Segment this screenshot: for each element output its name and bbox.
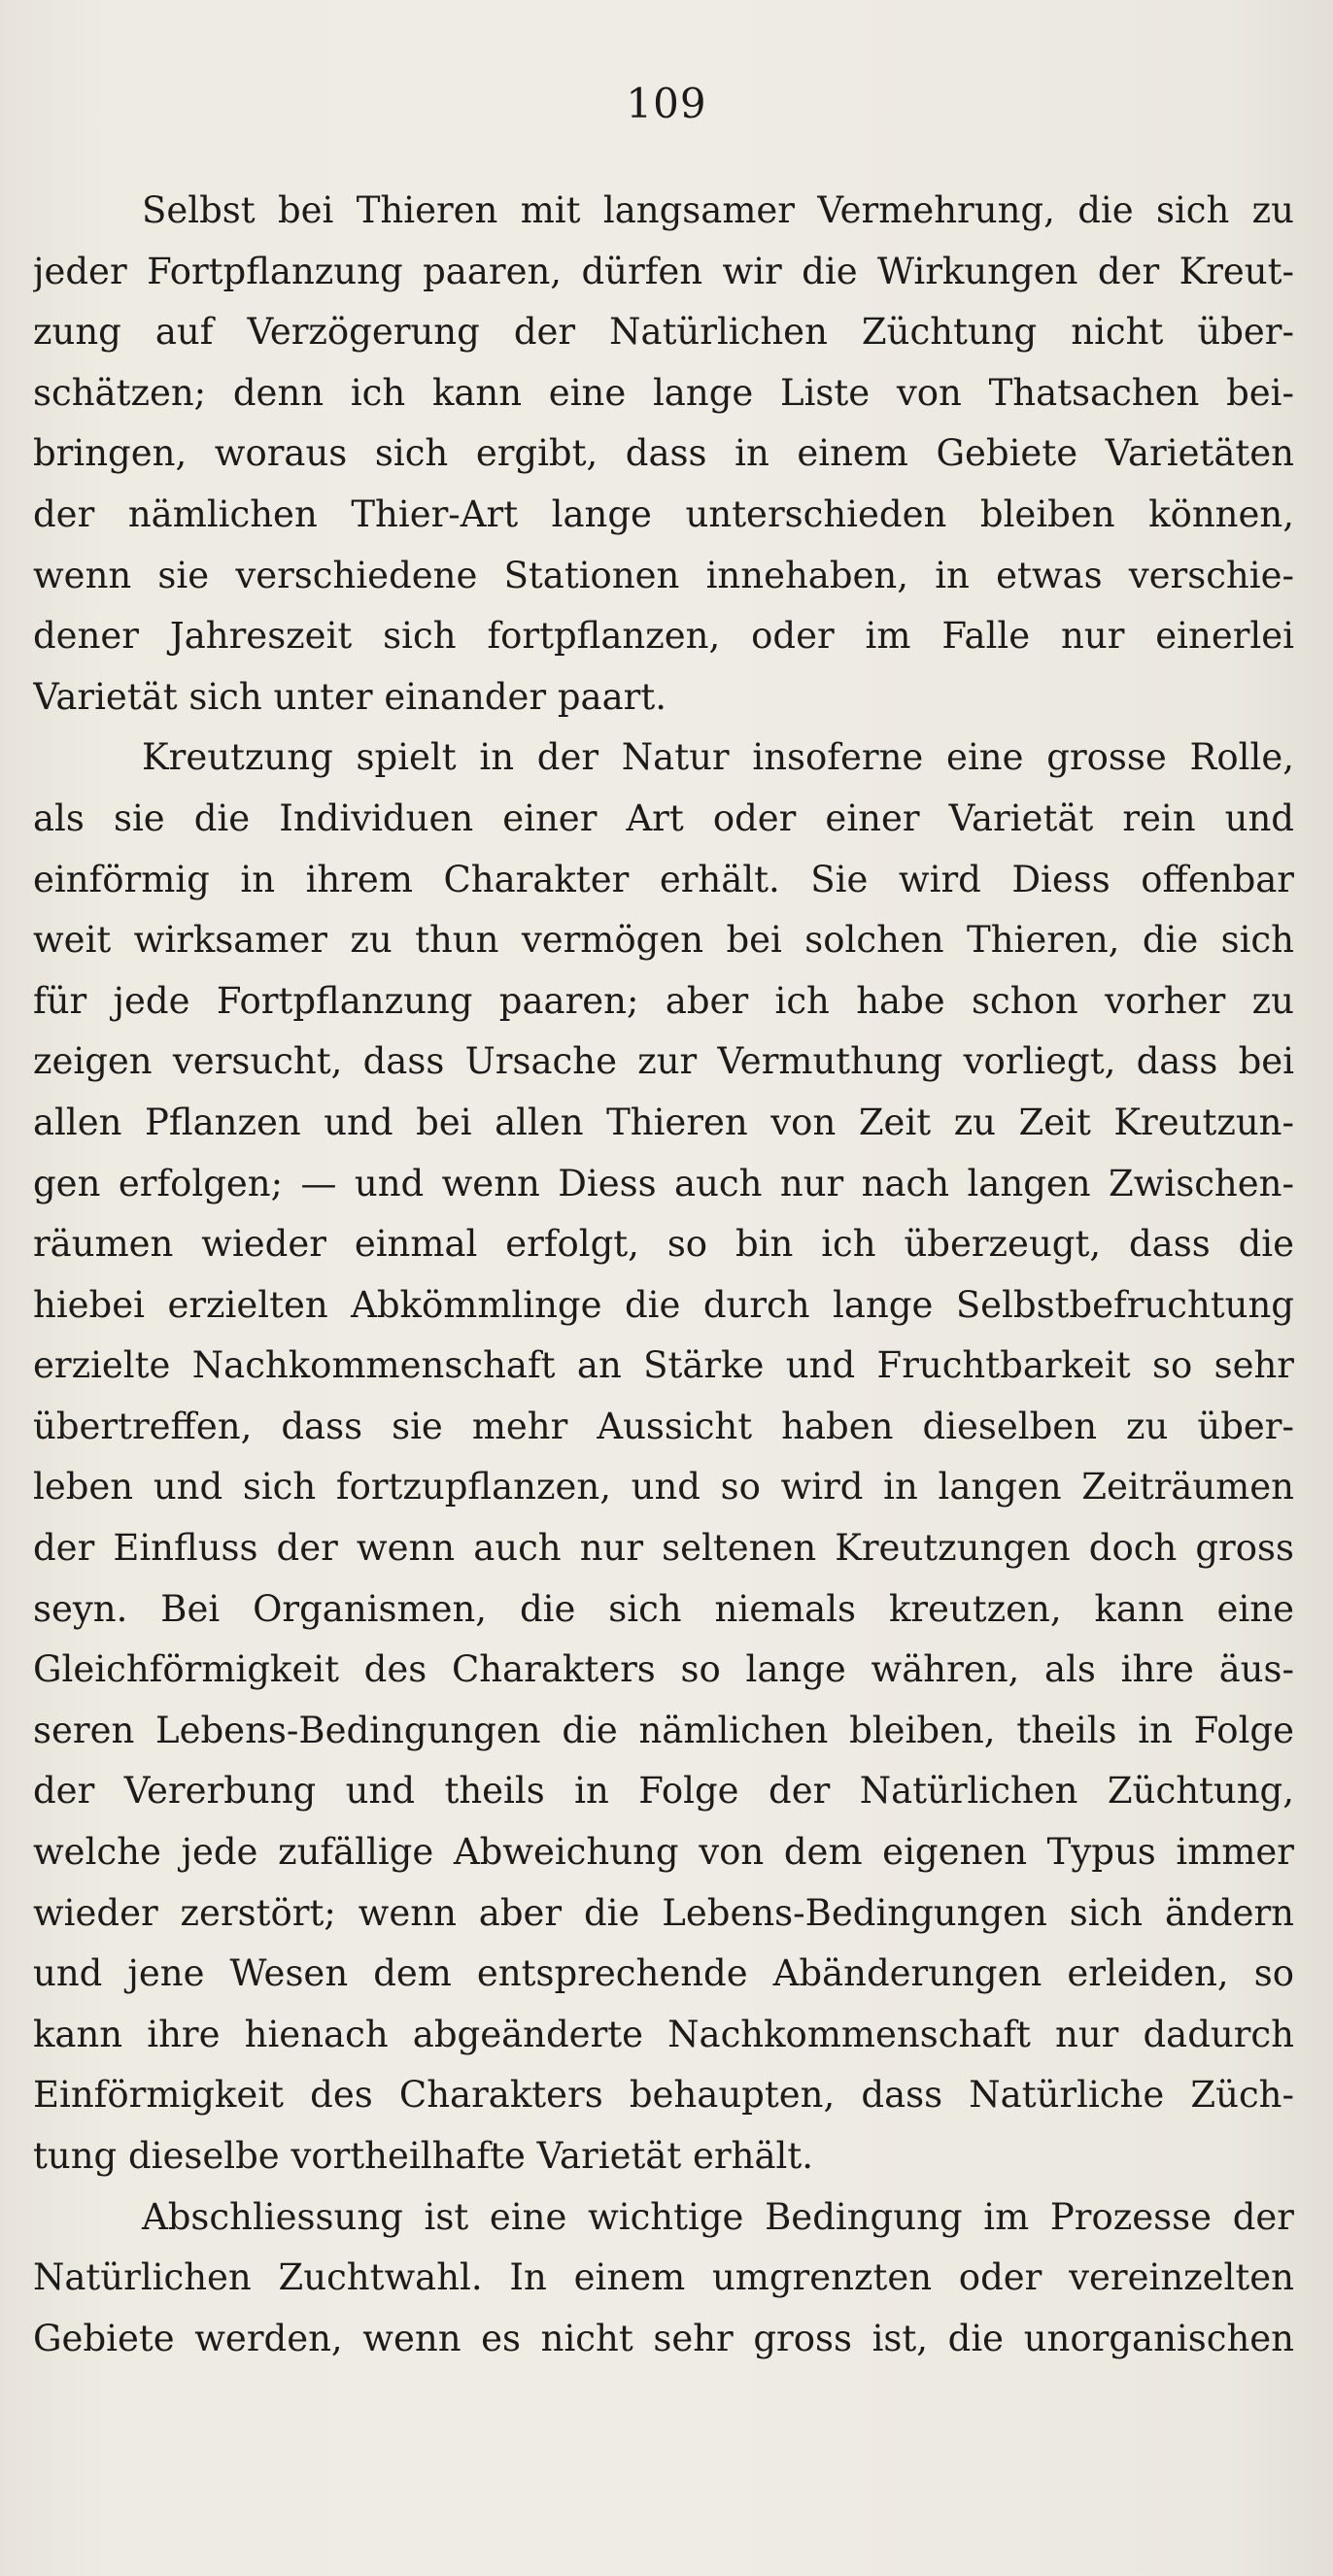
text-line: Gleichförmigkeit des Charakters so lange währen, als ihre äus- bbox=[33, 1648, 1294, 1691]
text-line: allen Pflanzen und bei allen Thieren von Zeit zu Zeit Kreutzun- bbox=[33, 1101, 1294, 1143]
text-line: dener Jahreszeit sich fortpflanzen, oder im Falle nur einerlei bbox=[33, 615, 1294, 658]
body-text bbox=[33, 181, 1294, 2369]
text-line: der Vererbung und theils in Folge der Natürlichen Züchtung, bbox=[33, 1770, 1294, 1813]
text-line: der Einfluss der wenn auch nur seltenen Kreutzungen doch gross bbox=[33, 1527, 1294, 1570]
text-line: zung auf Verzögerung der Natürlichen Züchtung nicht über- bbox=[33, 311, 1294, 354]
text-line: übertreffen, dass sie mehr Aussicht haben dieselben zu über- bbox=[33, 1405, 1294, 1447]
text-line: wieder zerstört; wenn aber die Lebens-Bedingungen sich ändern bbox=[33, 1891, 1294, 1934]
text-line: kann ihre hienach abgeänderte Nachkommenschaft nur dadurch bbox=[33, 2013, 1294, 2055]
page-number: 109 bbox=[626, 80, 707, 127]
text-line: einförmig in ihrem Charakter erhält. Sie wird Diess offenbar bbox=[33, 858, 1294, 900]
text-line: leben und sich fortzupflanzen, und so wird in langen Zeiträumen bbox=[33, 1466, 1294, 1508]
text-line: hiebei erzielten Abkömmlinge die durch lange Selbstbefruchtung bbox=[33, 1283, 1294, 1326]
text-line: weit wirksamer zu thun vermögen bei solchen Thieren, die sich bbox=[33, 919, 1294, 962]
text-line: bringen, woraus sich ergibt, dass in einem Gebiete Varietäten bbox=[33, 432, 1294, 475]
text-line: Kreutzung spielt in der Natur insoferne eine grosse Rolle, bbox=[142, 736, 1294, 779]
text-line: gen erfolgen; — und wenn Diess auch nur nach langen Zwischen- bbox=[33, 1162, 1294, 1204]
text-line: räumen wieder einmal erfolgt, so bin ich überzeugt, dass die bbox=[33, 1223, 1294, 1266]
text-line: jeder Fortpflanzung paaren, dürfen wir die Wirkungen der Kreut- bbox=[33, 250, 1294, 292]
text-line: Einförmigkeit des Charakters behaupten, dass Natürliche Züch- bbox=[33, 2074, 1294, 2117]
text-line: der nämlichen Thier-Art lange unterschieden bleiben können, bbox=[33, 492, 1294, 535]
text-line: für jede Fortpflanzung paaren; aber ich habe schon vorher zu bbox=[33, 979, 1294, 1022]
text-line: als sie die Individuen einer Art oder einer Varietät rein und bbox=[33, 797, 1294, 839]
text-line: Selbst bei Thieren mit langsamer Vermehrung, die sich zu bbox=[142, 189, 1294, 231]
text-line: Gebiete werden, wenn es nicht sehr gross ist, die unorganischen bbox=[33, 2317, 1294, 2359]
text-line: und jene Wesen dem entsprechende Abänderungen erleiden, so bbox=[33, 1952, 1294, 1995]
text-line: seren Lebens-Bedingungen die nämlichen bleiben, theils in Folge bbox=[33, 1709, 1294, 1751]
text-line: schätzen; denn ich kann eine lange Liste von Thatsachen bei- bbox=[33, 371, 1294, 414]
text-line: Abschliessung ist eine wichtige Bedingung im Prozesse der bbox=[142, 2195, 1294, 2238]
text-line: seyn. Bei Organismen, die sich niemals kreutzen, kann eine bbox=[33, 1587, 1294, 1630]
text-line: Varietät sich unter einander paart. bbox=[33, 675, 666, 718]
text-line: tung dieselbe vortheilhafte Varietät erhält. bbox=[33, 2135, 813, 2177]
text-line: Natürlichen Zuchtwahl. In einem umgrenzten oder vereinzelten bbox=[33, 2256, 1294, 2299]
text-line: erzielte Nachkommenschaft an Stärke und Fruchtbarkeit so sehr bbox=[33, 1344, 1294, 1387]
text-line: welche jede zufällige Abweichung von dem eigenen Typus immer bbox=[33, 1831, 1294, 1874]
text-line: wenn sie verschiedene Stationen innehaben, in etwas verschie- bbox=[33, 554, 1294, 596]
text-line: zeigen versucht, dass Ursache zur Vermuthung vorliegt, dass bei bbox=[33, 1040, 1294, 1083]
